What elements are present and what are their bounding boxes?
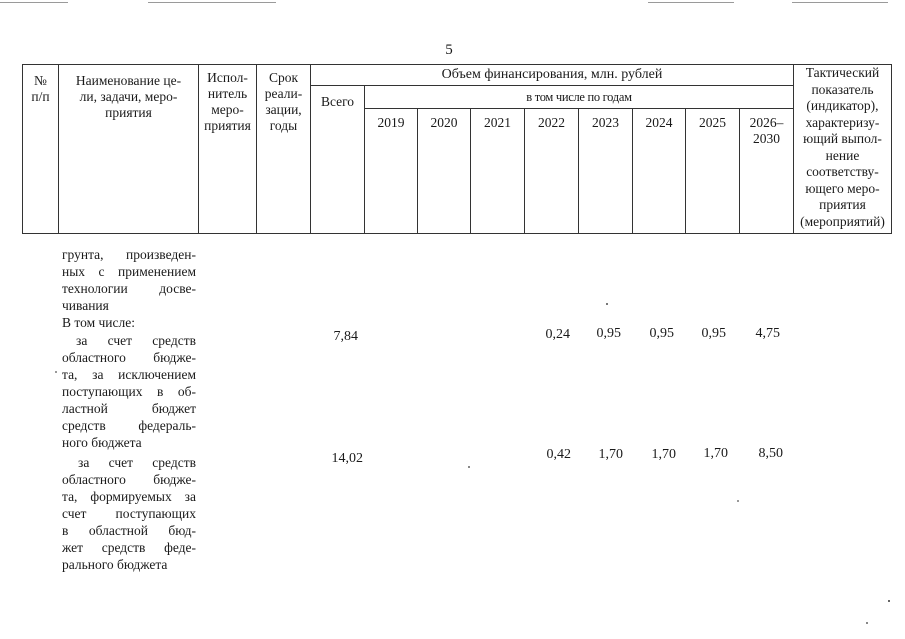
- scan-speck: [737, 500, 739, 502]
- header-year-2023: 2023: [579, 109, 633, 234]
- header-term-cell: [257, 65, 311, 234]
- row-1-name-line: средств федераль-: [62, 418, 196, 433]
- header-year-2020: 2020: [418, 109, 471, 234]
- header-executor-line: приятия: [204, 118, 251, 133]
- row-2-2022: 0,42: [546, 447, 571, 462]
- header-year-2024: 2024: [633, 109, 686, 234]
- row-2-name: [62, 454, 196, 573]
- header-year-2021: 2021: [471, 109, 525, 234]
- scan-edge-line: [0, 2, 68, 3]
- header-by-years-cell: в том числе по годам: [365, 86, 794, 109]
- header-name-line: приятия: [105, 105, 152, 120]
- row-1-name-line: поступающих в об-: [62, 384, 196, 399]
- row-1-name-line: ного бюджета: [62, 435, 142, 450]
- header-term-line: годы: [269, 118, 298, 133]
- scan-speck: [888, 600, 890, 602]
- scan-speck: [468, 466, 470, 468]
- header-number-cell: [23, 65, 59, 234]
- header-executor-line: Испол-: [207, 70, 248, 85]
- header-executor-cell: [199, 65, 257, 234]
- header-funding-cell: Объем финансирования, млн. рублей: [311, 65, 794, 86]
- row-1-2022: 0,24: [545, 327, 570, 342]
- row-1-total: 7,84: [333, 329, 358, 344]
- header-indicator-line: ющего меро-: [805, 180, 880, 196]
- header-executor-line: меро-: [211, 102, 244, 117]
- row-1-name-line: та, за исключением: [62, 367, 196, 382]
- scan-speck: [606, 303, 608, 305]
- header-indicator-line: (индикатор),: [806, 98, 879, 113]
- header-indicator-line: ющий выпол-: [803, 131, 882, 146]
- row-2-name-line: за счет средств: [78, 455, 196, 470]
- row-1-name: [62, 332, 196, 451]
- intro-line: технологии досве-: [62, 281, 196, 296]
- in-total-label: В том числе:: [62, 315, 135, 330]
- row-1-name-line: за счет средств: [76, 333, 196, 348]
- header-indicator-line: соответству-: [806, 164, 879, 179]
- scan-edge-line: [648, 2, 734, 3]
- header-name-line: Наименование це-: [75, 73, 182, 88]
- row-2-total: 14,02: [331, 451, 363, 466]
- scan-speck: [55, 371, 57, 373]
- header-indicator-line: (мероприятий): [800, 213, 885, 229]
- row-1-2023: 0,95: [596, 326, 621, 341]
- header-year-2026-2030: 2026– 2030: [740, 109, 794, 234]
- row-2-name-line: счет поступающих: [62, 506, 196, 521]
- header-number-label: № п/п: [31, 73, 50, 104]
- row-2-name-line: та, формируемых за: [62, 489, 196, 504]
- intro-line: ных с применением: [62, 264, 196, 279]
- scan-edge-line: [792, 2, 888, 3]
- header-total-cell: Всего: [311, 86, 365, 234]
- row-1-2024: 0,95: [649, 326, 674, 341]
- intro-line: грунта, произведен-: [62, 247, 196, 262]
- funding-table-header: [22, 64, 892, 234]
- header-name-cell: [59, 65, 199, 234]
- row-2-2024: 1,70: [651, 447, 676, 462]
- row-1-name-line: ластной бюджет: [62, 401, 196, 416]
- row-2-name-line: рального бюджета: [62, 557, 168, 572]
- header-indicator-line: показатель: [811, 81, 874, 97]
- header-year-2025: 2025: [686, 109, 740, 234]
- row-1-2026-2030: 4,75: [755, 326, 780, 341]
- scan-speck: [866, 622, 868, 624]
- header-name-line: ли, задачи, меро-: [79, 89, 178, 104]
- header-term-line: Срок: [268, 70, 299, 85]
- header-indicator-line: характеризу-: [805, 114, 880, 130]
- header-indicator-cell: [794, 65, 892, 234]
- intro-line: чивания: [62, 298, 109, 313]
- header-year-2022: 2022: [525, 109, 579, 234]
- scan-edge-line: [148, 2, 276, 3]
- header-indicator-line: приятия: [819, 197, 866, 212]
- row-2-2023: 1,70: [598, 447, 623, 462]
- row-2-2026-2030: 8,50: [758, 446, 783, 461]
- intro-text-block: [62, 246, 196, 314]
- header-executor-line: нитель: [207, 86, 248, 101]
- page-number: 5: [445, 42, 453, 58]
- row-2-name-line: жет средств феде-: [62, 540, 196, 555]
- header-term-line: реали-: [264, 86, 303, 101]
- row-2-name-line: областного бюдже-: [62, 472, 196, 487]
- header-indicator-line: нение: [825, 147, 860, 163]
- header-indicator-line: Тактический: [805, 65, 880, 80]
- row-2-name-line: в областной бюд-: [62, 523, 196, 538]
- row-2-2025: 1,70: [703, 446, 728, 461]
- header-year-2019: 2019: [365, 109, 418, 234]
- header-term-line: зации,: [265, 102, 302, 117]
- row-1-name-line: областного бюдже-: [62, 350, 196, 365]
- row-1-2025: 0,95: [701, 326, 726, 341]
